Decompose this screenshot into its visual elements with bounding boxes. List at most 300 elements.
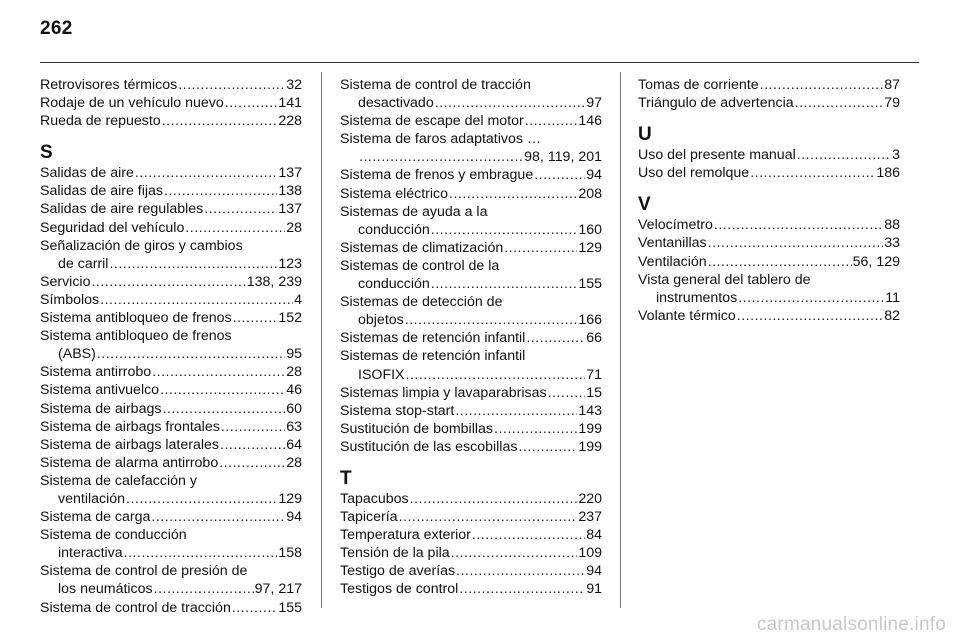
entry-line-wrap bbox=[40, 526, 302, 544]
dot-leader bbox=[738, 289, 884, 307]
entry-text: Servicio bbox=[40, 273, 91, 290]
page-reference[interactable]: 155 bbox=[278, 599, 302, 616]
entry-text: los neumáticos bbox=[58, 581, 153, 598]
page-reference[interactable]: 15 bbox=[586, 384, 602, 401]
page-reference[interactable]: 129 bbox=[578, 239, 602, 256]
entry-text: Sistema de airbags laterales bbox=[40, 436, 220, 453]
page-reference[interactable]: 137 bbox=[278, 201, 302, 218]
dot-leader bbox=[797, 146, 891, 164]
entry-text: interactiva bbox=[58, 545, 123, 562]
index-entry bbox=[340, 580, 602, 598]
entry-line-wrap bbox=[40, 562, 302, 580]
page-reference[interactable]: 228 bbox=[278, 113, 302, 130]
entry-line-wrap bbox=[638, 271, 900, 289]
entry-text: desactivado bbox=[358, 95, 434, 112]
index-entry bbox=[340, 329, 602, 347]
dot-leader bbox=[548, 384, 586, 402]
entry-text: Ventanillas bbox=[638, 235, 707, 252]
dot-leader bbox=[164, 182, 277, 200]
entry-text: Sistema de faros adaptativos … bbox=[340, 131, 542, 148]
entry-text: Sistemas limpia y lavaparabrisas bbox=[340, 384, 547, 401]
entry-text: conducción bbox=[358, 276, 430, 293]
header-rule bbox=[40, 62, 919, 63]
page-reference[interactable]: 33 bbox=[884, 235, 900, 252]
entry-line bbox=[638, 234, 900, 252]
index-entry bbox=[340, 508, 602, 526]
page-reference[interactable]: 94 bbox=[286, 509, 302, 526]
page-reference[interactable]: 32 bbox=[286, 77, 302, 93]
index-entry bbox=[638, 146, 900, 164]
entry-line bbox=[40, 400, 302, 418]
entry-text: Sistema de airbags bbox=[40, 400, 162, 417]
page-reference[interactable]: 94 bbox=[586, 563, 602, 580]
dot-leader bbox=[160, 381, 285, 399]
page-reference[interactable]: 28 bbox=[286, 219, 302, 236]
dot-leader bbox=[151, 508, 285, 526]
index-entry bbox=[340, 112, 602, 130]
entry-text: ISOFIX bbox=[358, 366, 405, 383]
index-entry bbox=[340, 526, 602, 544]
page-reference[interactable]: 94 bbox=[586, 167, 602, 184]
entry-line bbox=[638, 307, 900, 325]
dot-leader bbox=[459, 580, 585, 598]
dot-leader bbox=[126, 490, 277, 508]
index-entry bbox=[40, 94, 302, 112]
entry-line bbox=[40, 490, 302, 508]
entry-text: Rodaje de un vehículo nuevo bbox=[40, 95, 224, 112]
dot-leader bbox=[100, 291, 293, 309]
index-entry bbox=[40, 164, 302, 182]
entry-line bbox=[340, 366, 602, 384]
entry-text: Ventilación bbox=[638, 253, 707, 270]
page-reference[interactable]: 199 bbox=[578, 420, 602, 437]
entry-text: conducción bbox=[358, 221, 430, 238]
entry-line-wrap bbox=[340, 347, 602, 365]
column-divider bbox=[321, 72, 322, 608]
index-entry bbox=[40, 363, 302, 381]
index-column-2 bbox=[340, 76, 602, 599]
entry-text: Sistemas de climatización bbox=[340, 239, 504, 256]
entry-line bbox=[638, 164, 900, 182]
index-entry bbox=[340, 544, 602, 562]
page-reference[interactable]: 97 bbox=[586, 95, 602, 112]
page-reference[interactable]: 109 bbox=[578, 545, 602, 562]
index-entry bbox=[340, 402, 602, 420]
entry-line bbox=[340, 275, 602, 293]
entry-line bbox=[340, 544, 602, 562]
page-reference[interactable]: 141 bbox=[278, 95, 302, 112]
entry-text: Símbolos bbox=[40, 291, 100, 308]
entry-line bbox=[340, 239, 602, 257]
page-reference[interactable]: 199 bbox=[578, 438, 602, 455]
entry-line bbox=[40, 345, 302, 363]
page-reference[interactable]: 95 bbox=[286, 346, 302, 363]
entry-line bbox=[340, 384, 602, 402]
index-entry bbox=[340, 438, 602, 456]
index-entry bbox=[40, 436, 302, 454]
entry-line bbox=[340, 402, 602, 420]
section-letter: U bbox=[638, 124, 652, 146]
entry-text: Sistema de airbags frontales bbox=[40, 418, 220, 435]
entry-text: Sistema de control de presión de bbox=[40, 563, 248, 580]
entry-line bbox=[638, 146, 900, 164]
entry-text: Tomas de corriente bbox=[638, 77, 759, 93]
watermark: carmanualsonline.info bbox=[756, 614, 946, 635]
entry-text: Sistema antibloqueo de frenos bbox=[40, 328, 232, 345]
entry-line-wrap bbox=[40, 472, 302, 490]
dot-leader bbox=[406, 366, 586, 384]
entry-text: Sistema de frenos y embrague bbox=[340, 167, 534, 184]
index-column-3 bbox=[638, 76, 900, 325]
dot-leader bbox=[135, 164, 277, 182]
index-entry bbox=[340, 562, 602, 580]
page-number: 262 bbox=[40, 18, 73, 39]
entry-line bbox=[340, 112, 602, 130]
entry-line bbox=[40, 112, 302, 130]
dot-leader bbox=[431, 221, 578, 239]
index-column-1 bbox=[40, 76, 302, 617]
entry-line bbox=[340, 329, 602, 347]
dot-leader bbox=[225, 94, 278, 112]
index-entry bbox=[340, 347, 602, 383]
index-entry bbox=[638, 253, 900, 271]
dot-leader bbox=[410, 490, 578, 508]
index-entry bbox=[638, 216, 900, 234]
index-entry bbox=[40, 291, 302, 309]
index-entry bbox=[340, 185, 602, 203]
entry-line-wrap bbox=[340, 293, 602, 311]
index-entry bbox=[340, 166, 602, 184]
page-reference[interactable]: 160 bbox=[578, 221, 602, 238]
entry-line bbox=[340, 438, 602, 456]
entry-text: Sistema de control de tracción bbox=[40, 599, 231, 616]
dot-leader bbox=[518, 438, 577, 456]
entry-text: instrumentos bbox=[656, 289, 738, 306]
index-entry bbox=[340, 130, 602, 166]
entry-line bbox=[40, 291, 302, 309]
page-reference[interactable]: 158 bbox=[278, 545, 302, 562]
index-entry bbox=[340, 203, 602, 239]
entry-line bbox=[340, 166, 602, 184]
entry-text: Testigos de control bbox=[340, 581, 459, 598]
entry-line-wrap bbox=[340, 130, 602, 148]
page-reference[interactable]: 28 bbox=[286, 454, 302, 471]
entry-line bbox=[40, 599, 302, 617]
entry-text: Rueda de repuesto bbox=[40, 113, 161, 130]
entry-text: Tapacubos bbox=[340, 490, 409, 507]
entry-text: Tapicería bbox=[340, 509, 398, 526]
entry-line bbox=[40, 76, 302, 94]
entry-line bbox=[340, 526, 602, 544]
entry-text: Sistema de alarma antirrobo bbox=[40, 454, 219, 471]
entry-line bbox=[340, 311, 602, 329]
entry-line-wrap bbox=[40, 237, 302, 255]
entry-line bbox=[638, 253, 900, 271]
dot-leader bbox=[455, 402, 577, 420]
page-reference[interactable]: 143 bbox=[578, 402, 602, 419]
dot-leader bbox=[525, 112, 578, 130]
section-letter: V bbox=[638, 194, 651, 216]
page-reference[interactable]: 138, 239 bbox=[246, 273, 302, 290]
page-reference[interactable]: 28 bbox=[286, 364, 302, 381]
entry-text: Tensión de la pila bbox=[340, 545, 450, 562]
entry-text: (ABS) bbox=[58, 346, 96, 363]
index-entry bbox=[40, 76, 302, 94]
dot-leader bbox=[435, 94, 586, 112]
entry-line bbox=[340, 580, 602, 598]
dot-leader bbox=[185, 219, 285, 237]
index-entry bbox=[638, 307, 900, 325]
page-reference[interactable]: 98, 119, 201 bbox=[524, 149, 602, 166]
page-reference[interactable]: 79 bbox=[884, 95, 900, 112]
entry-line bbox=[40, 436, 302, 454]
page-reference[interactable]: 220 bbox=[578, 490, 602, 507]
index-entry bbox=[40, 526, 302, 562]
page-reference[interactable]: 186 bbox=[876, 165, 900, 182]
entry-line bbox=[638, 289, 900, 307]
dot-leader bbox=[124, 544, 278, 562]
index-entry bbox=[40, 508, 302, 526]
entry-line bbox=[40, 309, 302, 327]
entry-line bbox=[40, 255, 302, 273]
entry-line bbox=[40, 363, 302, 381]
entry-text: Sistema de escape del motor bbox=[340, 113, 524, 130]
entry-line bbox=[638, 94, 900, 112]
dot-leader bbox=[233, 309, 278, 327]
dot-leader bbox=[405, 311, 578, 329]
page-reference[interactable]: 208 bbox=[578, 185, 602, 202]
index-entry bbox=[40, 219, 302, 237]
dot-leader bbox=[456, 562, 585, 580]
index-entry bbox=[40, 418, 302, 436]
entry-text: Sistema eléctrico bbox=[340, 185, 449, 202]
entry-line bbox=[40, 580, 302, 598]
entry-text: objetos bbox=[358, 312, 404, 329]
entry-text: Volante térmico bbox=[638, 307, 736, 324]
entry-line bbox=[40, 418, 302, 436]
section-letter: T bbox=[340, 467, 352, 489]
dot-leader bbox=[221, 418, 285, 436]
dot-leader bbox=[232, 599, 277, 617]
entry-text: de carril bbox=[58, 255, 109, 272]
page-reference[interactable]: 129 bbox=[278, 490, 302, 507]
entry-line bbox=[40, 273, 302, 291]
section-letter: S bbox=[40, 142, 53, 164]
entry-text: Testigo de averías bbox=[340, 563, 456, 580]
dot-leader bbox=[152, 363, 285, 381]
entry-text: Sistemas de ayuda a la bbox=[340, 203, 488, 220]
dot-leader bbox=[359, 148, 523, 166]
entry-text: Triángulo de advertencia bbox=[638, 95, 794, 112]
entry-line bbox=[340, 508, 602, 526]
entry-text: Sustitución de bombillas bbox=[340, 420, 493, 437]
index-entry bbox=[40, 381, 302, 399]
entry-text: Sistema stop-start bbox=[340, 402, 455, 419]
dot-leader bbox=[708, 253, 852, 271]
entry-line bbox=[340, 420, 602, 438]
dot-leader bbox=[154, 580, 254, 598]
entry-text: Señalización de giros y cambios bbox=[40, 237, 243, 254]
page-reference[interactable]: 11 bbox=[885, 289, 900, 306]
index-entry bbox=[40, 273, 302, 291]
entry-line-wrap bbox=[340, 203, 602, 221]
entry-text: Sistema antivuelco bbox=[40, 382, 160, 399]
dot-leader bbox=[760, 76, 884, 94]
entry-text: Sistemas de detección de bbox=[340, 294, 503, 311]
page-reference[interactable]: 155 bbox=[578, 276, 602, 293]
index-entry bbox=[340, 490, 602, 508]
page-reference[interactable]: 64 bbox=[286, 436, 302, 453]
index-entry bbox=[340, 293, 602, 329]
dot-leader bbox=[162, 400, 285, 418]
page-reference[interactable]: 88 bbox=[884, 217, 900, 234]
index-entry bbox=[638, 94, 900, 112]
entry-line bbox=[40, 164, 302, 182]
index-entry bbox=[40, 309, 302, 327]
entry-line-wrap bbox=[40, 327, 302, 345]
entry-text: Seguridad del vehículo bbox=[40, 219, 185, 236]
index-entry bbox=[40, 454, 302, 472]
index-entry bbox=[638, 234, 900, 252]
page-reference[interactable]: 87 bbox=[884, 77, 900, 93]
dot-leader bbox=[526, 329, 585, 347]
dot-leader bbox=[451, 544, 578, 562]
page-reference[interactable]: 82 bbox=[884, 307, 900, 324]
index-entry bbox=[40, 327, 302, 363]
index-entry bbox=[40, 237, 302, 273]
entry-line bbox=[340, 185, 602, 203]
dot-leader bbox=[97, 345, 285, 363]
dot-leader bbox=[220, 436, 285, 454]
dot-leader bbox=[219, 454, 285, 472]
entry-line bbox=[638, 216, 900, 234]
entry-text: Sistemas de control de la bbox=[340, 257, 500, 274]
entry-text: Sistema de carga bbox=[40, 509, 151, 526]
page-reference[interactable]: 66 bbox=[586, 330, 602, 347]
entry-line bbox=[340, 221, 602, 239]
page-reference[interactable]: 56, 129 bbox=[852, 253, 900, 270]
entry-line bbox=[40, 381, 302, 399]
entry-text: Salidas de aire regulables bbox=[40, 201, 204, 218]
entry-text: Temperatura exterior bbox=[340, 527, 471, 544]
entry-text: Vista general del tablero de bbox=[638, 271, 811, 288]
entry-line-wrap bbox=[340, 76, 602, 94]
entry-line bbox=[638, 76, 900, 94]
page-reference[interactable]: 152 bbox=[278, 310, 302, 327]
index-entry bbox=[40, 562, 302, 598]
entry-text: Sistema de control de tracción bbox=[340, 77, 531, 93]
entry-text: Sistema de calefacción y bbox=[40, 472, 197, 489]
page-reference[interactable]: 84 bbox=[586, 527, 602, 544]
page-reference[interactable]: 71 bbox=[586, 366, 602, 383]
index-entry bbox=[40, 599, 302, 617]
dot-leader bbox=[750, 164, 875, 182]
entry-line bbox=[40, 508, 302, 526]
entry-text: Sistema antirrobo bbox=[40, 364, 152, 381]
page-reference[interactable]: 123 bbox=[278, 255, 302, 272]
dot-leader bbox=[178, 76, 285, 94]
page-reference[interactable]: 137 bbox=[278, 165, 302, 182]
entry-line bbox=[340, 490, 602, 508]
page-reference[interactable]: 46 bbox=[286, 382, 302, 399]
index-entry bbox=[340, 257, 602, 293]
entry-text: Uso del remolque bbox=[638, 165, 750, 182]
dot-leader bbox=[109, 255, 277, 273]
index-entry bbox=[40, 112, 302, 130]
page-reference[interactable]: 63 bbox=[286, 418, 302, 435]
entry-line bbox=[40, 182, 302, 200]
dot-leader bbox=[91, 273, 245, 291]
entry-text: Sistemas de retención infantil bbox=[340, 348, 526, 365]
index-entry bbox=[40, 182, 302, 200]
index-entry bbox=[340, 76, 602, 112]
entry-text: Retrovisores térmicos bbox=[40, 77, 178, 93]
index-entry bbox=[340, 384, 602, 402]
dot-leader bbox=[494, 420, 577, 438]
entry-text: ventilación bbox=[58, 490, 126, 507]
entry-line bbox=[40, 219, 302, 237]
dot-leader bbox=[449, 185, 577, 203]
page-reference[interactable]: 60 bbox=[286, 400, 302, 417]
entry-line bbox=[40, 94, 302, 112]
index-entry bbox=[638, 164, 900, 182]
page-reference[interactable]: 146 bbox=[578, 113, 602, 130]
index-entry bbox=[40, 400, 302, 418]
dot-leader bbox=[534, 166, 585, 184]
index-entry bbox=[40, 200, 302, 218]
index-entry bbox=[340, 239, 602, 257]
index-entry bbox=[638, 271, 900, 307]
dot-leader bbox=[204, 200, 277, 218]
page-reference[interactable]: 3 bbox=[892, 147, 900, 164]
entry-text: Sistemas de retención infantil bbox=[340, 330, 526, 347]
page-reference[interactable]: 97, 217 bbox=[254, 581, 302, 598]
column-divider bbox=[620, 72, 621, 608]
entry-line bbox=[340, 94, 602, 112]
entry-line bbox=[40, 544, 302, 562]
dot-leader bbox=[504, 239, 577, 257]
dot-leader bbox=[737, 307, 883, 325]
dot-leader bbox=[162, 112, 278, 130]
dot-leader bbox=[795, 94, 884, 112]
entry-text: Uso del presente manual bbox=[638, 147, 796, 164]
entry-line bbox=[40, 200, 302, 218]
entry-text: Salidas de aire bbox=[40, 165, 134, 182]
index-entry bbox=[40, 472, 302, 508]
page-reference[interactable]: 4 bbox=[294, 291, 302, 308]
entry-text: Salidas de aire fijas bbox=[40, 183, 164, 200]
entry-line-wrap bbox=[340, 257, 602, 275]
dot-leader bbox=[714, 216, 883, 234]
entry-line bbox=[40, 454, 302, 472]
page-reference[interactable]: 166 bbox=[578, 312, 602, 329]
page-reference[interactable]: 237 bbox=[578, 509, 602, 526]
entry-line bbox=[340, 148, 602, 166]
entry-text: Sistema de conducción bbox=[40, 527, 187, 544]
index-entry bbox=[340, 420, 602, 438]
entry-text: Sistema antibloqueo de frenos bbox=[40, 310, 232, 327]
index-entry bbox=[638, 76, 900, 94]
dot-leader bbox=[708, 234, 884, 252]
page-reference[interactable]: 138 bbox=[278, 183, 302, 200]
dot-leader bbox=[399, 508, 578, 526]
dot-leader bbox=[431, 275, 578, 293]
page-reference[interactable]: 91 bbox=[586, 581, 602, 598]
dot-leader bbox=[472, 526, 585, 544]
entry-text: Velocímetro bbox=[638, 217, 713, 234]
entry-line bbox=[340, 562, 602, 580]
entry-text: Sustitución de las escobillas bbox=[340, 438, 518, 455]
